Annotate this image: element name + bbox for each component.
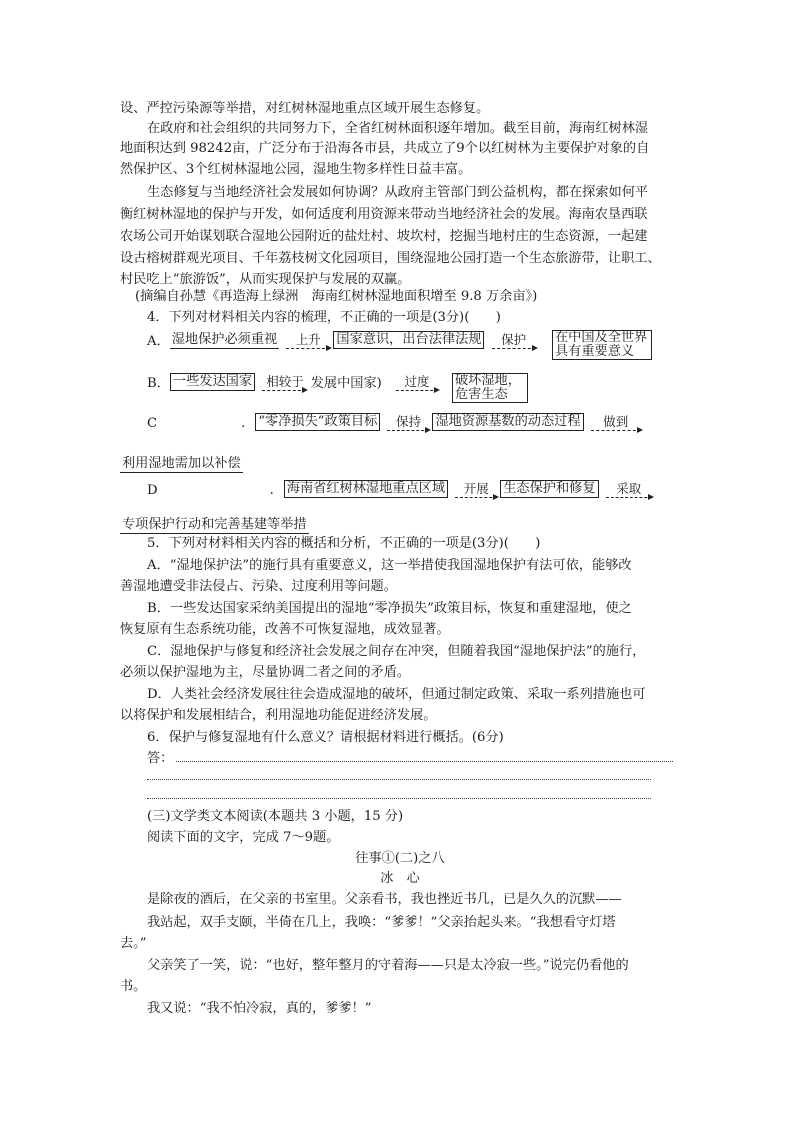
section-3-title: (三)文学类文本阅读(本题共 3 小题，15 分) [147,809,404,824]
article-source: (摘编自孙慧《再造海上绿洲 海南红树林湿地面积增至 9.8 万余亩》) [135,289,538,304]
q4-b-node-3: 破坏湿地， 危害生态 [452,373,528,403]
article-paragraph-tail: 设、严控污染源等举措，对红树林湿地重点区域开展生态修复。 [120,101,490,116]
q4-c-node-1: “零净损失”政策目标 [255,413,380,431]
q4-a-node-3: 在中国及全世界 具有重要意义 [552,330,652,360]
q5-stem: 5．下列对材料相关内容的概括和分析，不正确的一项是(3分)( ) [147,536,541,551]
q4-c-node-2: 湿地资源基数的动态过程 [432,413,583,431]
q5-option-b-line[interactable]: B．一些发达国家采纳美国提出的湿地“零净损失”政策目标，恢复和重建湿地，使之 [147,601,632,616]
q4-b-arrow-1: 相较于 [262,375,308,391]
q4-option-a[interactable] [147,330,539,349]
q4-d-node-1: 海南省红树林湿地重点区域 [284,480,448,498]
story-line: 是除夜的酒后，在父亲的书室里。父亲看书，我也挫近书几，已是久久的沉默—— [147,892,622,907]
q5-option-d-line[interactable]: D．人类社会经济发展往往会造成湿地的破坏，但通过制定政策、采取一系列措施也可 [147,687,646,702]
q4-a-node-1: 湿地保护必须重视 [171,332,278,347]
story-line: 我又说：“我不怕冷寂，真的，爹爹！” [147,1001,372,1016]
q6-answer-line[interactable] [147,779,651,780]
article-paragraph-2-line: 地面积达到 98242亩，广泛分布于沿海各市县，共成立了9个以红树林为主要保护对象的自 [120,141,650,156]
q4-c-arrow-2: 做到 [591,415,641,431]
article-paragraph-3-line: 衡红树林湿地的保护与开发，如何适度利用资源来带动当地经济社会的发展。海南农垦西联 [120,207,648,222]
q6-answer-line[interactable] [147,798,651,799]
q4-b-node-2: 发展中国家) [310,376,382,391]
q4-b-arrow-2: 过度 [396,375,438,391]
article-paragraph-3-line: 农场公司开始谋划联合湿地公园附近的盐灶村、坡坎村，挖掘当地村庄的生态资源，一起建 [120,229,648,244]
q4-c-node-3: 利用湿地需加以补偿 [122,456,241,471]
q4-option-c[interactable] [147,413,644,431]
q4-a-node-2: 国家意识，出台法律法规 [333,331,484,349]
q4-a-arrow-1: 上升 [286,333,330,349]
article-paragraph-2-line: 然保护区、3个红树林湿地公园，湿地生物多样性日益丰富。 [120,162,472,177]
q6-answer-line[interactable] [176,761,673,762]
q5-option-c-line: 必须以保护湿地为主，尽量协调二者之间的矛盾。 [120,665,411,680]
q6-stem: 6．保护与修复湿地有什么意义？请根据材料进行概括。(6分) [147,730,504,745]
q4-d-letter: D [147,483,158,498]
q4-d-dot: . [269,483,274,498]
article-paragraph-3-line: 生态修复与当地经济社会发展如何协调？从政府主管部门到公益机构，都在探索如何平 [147,185,649,200]
q4-c-dot: . [241,416,246,431]
q4-b-letter: B． [147,376,170,391]
q4-b-node-1: 一些发达国家 [170,373,255,391]
q4-d-node-2: 生态保护和修复 [500,480,598,498]
story-line: 父亲笑了一笑，说：“也好，整年整月的守着海——只是太冷寂一些。”说完仍看他的 [147,958,629,973]
q4-d-arrow-1: 开展 [455,482,497,498]
q5-option-c-line[interactable]: C．湿地保护与修复和经济社会发展之间存在冲突，但随着我国“湿地保护法”的施行， [147,644,646,659]
q5-option-a-line[interactable]: A．“湿地保护法”的施行具有重要意义，这一举措使我国湿地保护有法可依，能够改 [147,558,632,573]
article-paragraph-3-line: 设古榕树群观光项目、千年荔枝树文化园项目，围绕湿地公园打造一个生态旅游带，让职工、 [120,251,661,266]
q4-option-d[interactable] [147,480,655,498]
q5-option-b-line: 恢复原有生态系统功能，改善不可恢复湿地，成效显著。 [120,622,450,637]
q4-d-node-3: 专项保护行动和完善基建等举措 [122,517,307,532]
article-paragraph-2-line: 在政府和社会组织的共同努力下，全省红树林面积逐年增加。截至目前，海南红树林湿 [147,121,649,136]
q4-a-arrow-2: 保护 [492,333,536,349]
q5-option-d-line: 以将保护和发展相结合，利用湿地功能促进经济发展。 [120,708,437,723]
q5-option-a-line: 善湿地遭受非法侵占、污染、过度利用等问题。 [120,579,397,594]
article-paragraph-3-line: 村民吃上“旅游饭”，从而实现保护与发展的双赢。 [120,272,411,287]
section-3-instruction: 阅读下面的文字，完成 7～9题。 [147,830,340,845]
story-author: 冰 心 [380,871,420,886]
q4-c-letter: C [147,416,158,431]
q4-option-b[interactable] [147,372,441,391]
story-line: 书。 [120,979,147,994]
q6-answer-label: 答： [147,751,174,766]
q4-c-arrow-1: 保持 [387,415,429,431]
story-title: 往事①(二)之八 [355,851,445,866]
story-line: 我站起，双手支颐，半倚在几上，我唤：“爹爹！”父亲抬起头来。“我想看守灯塔 [147,915,616,930]
q4-d-arrow-2: 采取 [606,482,652,498]
q4-a-letter: A． [147,334,170,349]
q4-stem: 4．下列对材料相关内容的梳理，不正确的一项是(3分)( ) [147,310,501,325]
story-line: 去。” [120,936,147,951]
